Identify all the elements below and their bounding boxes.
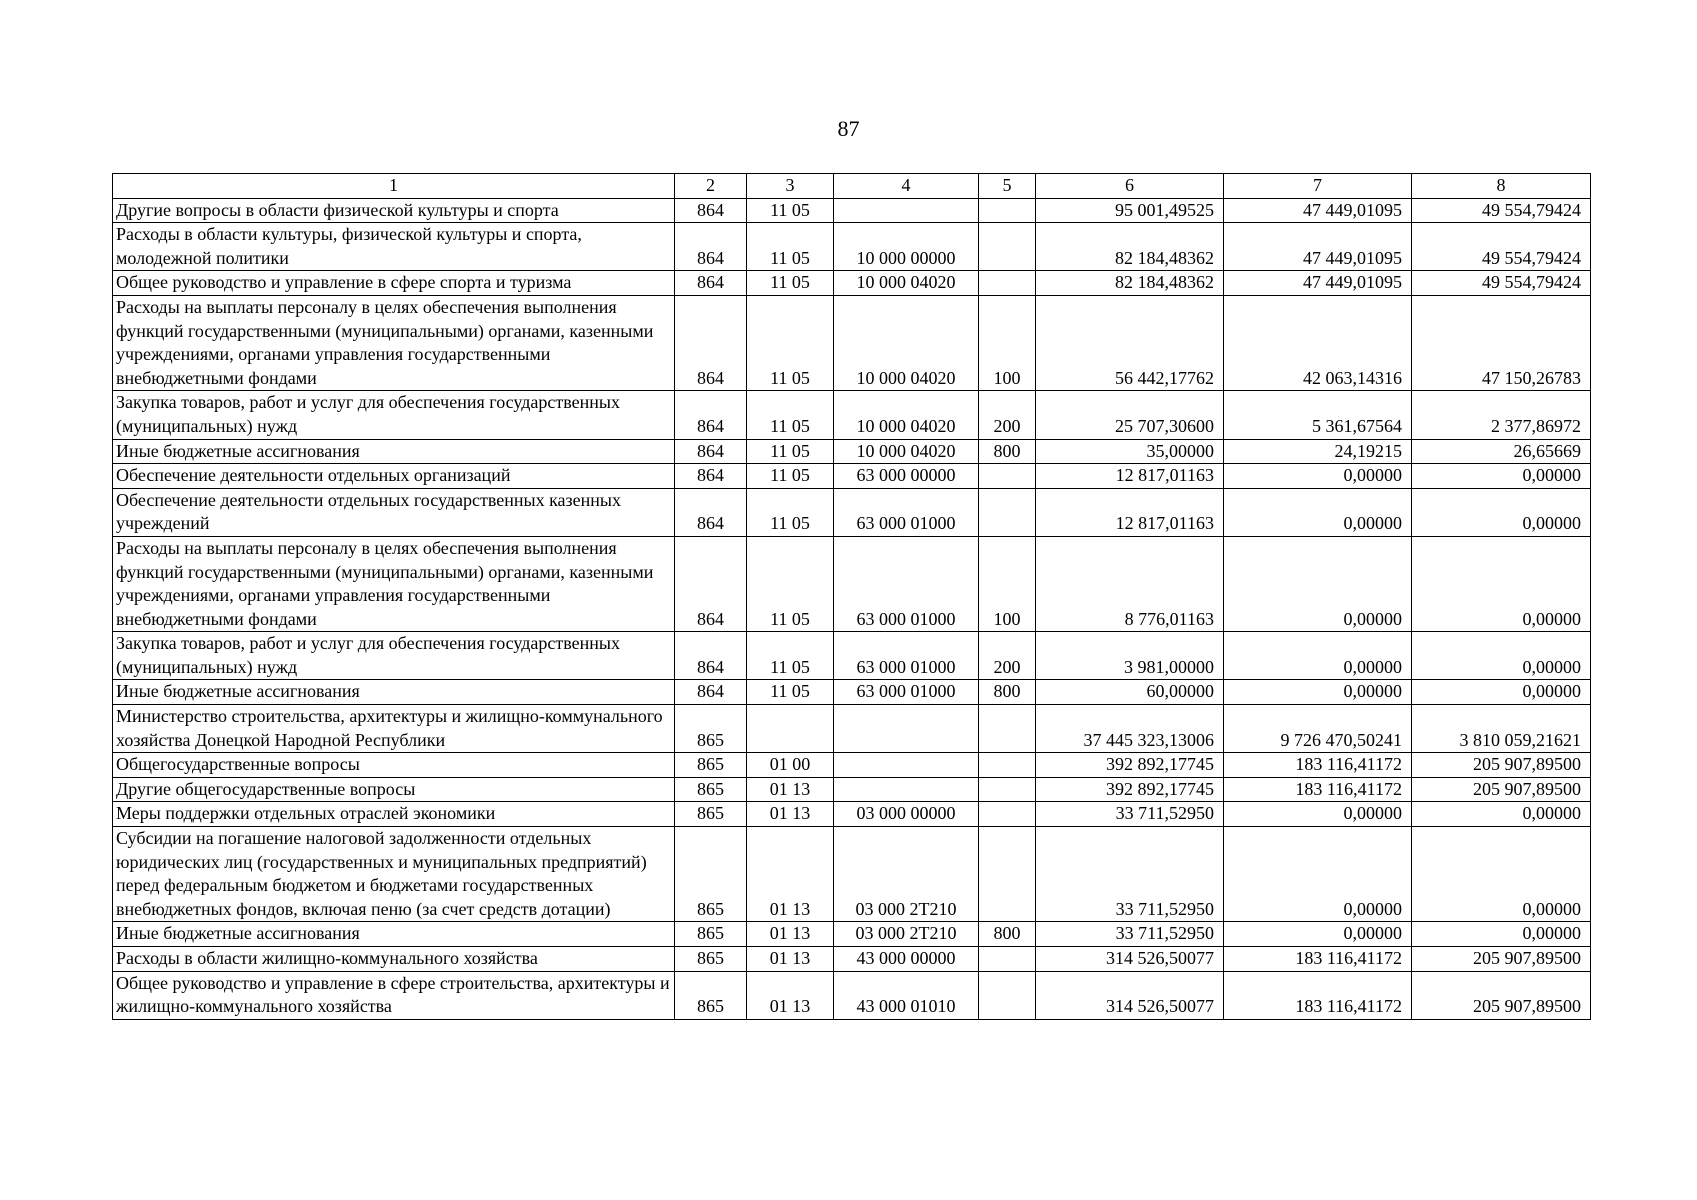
amount-col6-cell: 95 001,49525	[1036, 198, 1224, 223]
amount-col6-cell: 56 442,17762	[1036, 295, 1224, 390]
amount-col8-cell: 0,00000	[1412, 464, 1591, 489]
ministry-code-cell: 865	[675, 705, 747, 753]
amount-col8-cell: 0,00000	[1412, 680, 1591, 705]
expense-type-cell	[979, 827, 1036, 922]
amount-col7-cell: 0,00000	[1224, 632, 1412, 680]
expense-type-cell: 200	[979, 632, 1036, 680]
ministry-code-cell: 864	[675, 632, 747, 680]
expense-name-cell: Общее руководство и управление в сфере строительства, архитектуры и жилищно-коммунального хозяйства	[113, 971, 675, 1019]
header-cell: 2	[675, 174, 747, 199]
amount-col6-cell: 25 707,30600	[1036, 391, 1224, 439]
expense-name-cell: Закупка товаров, работ и услуг для обеспечения государственных (муниципальных) нужд	[113, 632, 675, 680]
expense-name-cell: Обеспечение деятельности отдельных государственных казенных учреждений	[113, 488, 675, 536]
ministry-code-cell: 864	[675, 536, 747, 631]
target-article-cell: 43 000 01010	[834, 971, 979, 1019]
amount-col8-cell: 0,00000	[1412, 488, 1591, 536]
table-row	[113, 464, 1591, 489]
expense-name-cell: Обеспечение деятельности отдельных организаций	[113, 464, 675, 489]
amount-col8-cell: 0,00000	[1412, 922, 1591, 947]
amount-col7-cell: 0,00000	[1224, 922, 1412, 947]
target-article-cell: 63 000 00000	[834, 464, 979, 489]
expense-name-cell: Субсидии на погашение налоговой задолженности отдельных юридических лиц (государственных и муниципальных предприятий) перед федеральным бюджетом и бюджетами государственных внебюджетных фондов, включая пеню (за счет средств дотации)	[113, 827, 675, 922]
section-code-cell: 01 13	[747, 802, 834, 827]
amount-col7-cell: 183 116,41172	[1224, 971, 1412, 1019]
ministry-code-cell: 864	[675, 488, 747, 536]
table-row	[113, 802, 1591, 827]
section-code-cell: 11 05	[747, 680, 834, 705]
expense-type-cell	[979, 223, 1036, 271]
amount-col6-cell: 37 445 323,13006	[1036, 705, 1224, 753]
section-code-cell: 11 05	[747, 198, 834, 223]
header-cell: 7	[1224, 174, 1412, 199]
amount-col7-cell: 5 361,67564	[1224, 391, 1412, 439]
amount-col7-cell: 42 063,14316	[1224, 295, 1412, 390]
amount-col8-cell: 0,00000	[1412, 827, 1591, 922]
expense-type-cell: 100	[979, 536, 1036, 631]
target-article-cell	[834, 777, 979, 802]
expense-type-cell	[979, 198, 1036, 223]
budget-table	[112, 173, 1591, 1020]
amount-col8-cell: 0,00000	[1412, 632, 1591, 680]
ministry-code-cell: 865	[675, 922, 747, 947]
target-article-cell: 63 000 01000	[834, 632, 979, 680]
amount-col8-cell: 49 554,79424	[1412, 223, 1591, 271]
ministry-code-cell: 865	[675, 777, 747, 802]
amount-col8-cell: 205 907,89500	[1412, 947, 1591, 972]
section-code-cell: 11 05	[747, 295, 834, 390]
expense-type-cell	[979, 464, 1036, 489]
expense-name-cell: Иные бюджетные ассигнования	[113, 439, 675, 464]
ministry-code-cell: 864	[675, 439, 747, 464]
header-cell: 4	[834, 174, 979, 199]
table-row	[113, 922, 1591, 947]
expense-name-cell: Расходы в области жилищно-коммунального хозяйства	[113, 947, 675, 972]
amount-col6-cell: 82 184,48362	[1036, 271, 1224, 296]
section-code-cell: 01 13	[747, 971, 834, 1019]
table-row	[113, 295, 1591, 390]
target-article-cell: 10 000 04020	[834, 439, 979, 464]
target-article-cell: 63 000 01000	[834, 536, 979, 631]
header-cell: 3	[747, 174, 834, 199]
ministry-code-cell: 864	[675, 223, 747, 271]
amount-col8-cell: 205 907,89500	[1412, 753, 1591, 778]
table-row	[113, 705, 1591, 753]
target-article-cell	[834, 705, 979, 753]
ministry-code-cell: 865	[675, 947, 747, 972]
section-code-cell: 01 13	[747, 827, 834, 922]
section-code-cell: 01 13	[747, 947, 834, 972]
amount-col7-cell: 24,19215	[1224, 439, 1412, 464]
expense-type-cell: 800	[979, 439, 1036, 464]
ministry-code-cell: 864	[675, 295, 747, 390]
table-row	[113, 271, 1591, 296]
section-code-cell: 11 05	[747, 488, 834, 536]
target-article-cell: 10 000 04020	[834, 391, 979, 439]
target-article-cell: 63 000 01000	[834, 488, 979, 536]
target-article-cell: 10 000 04020	[834, 271, 979, 296]
section-code-cell: 11 05	[747, 464, 834, 489]
expense-type-cell: 800	[979, 680, 1036, 705]
table-row	[113, 680, 1591, 705]
table-row	[113, 827, 1591, 922]
amount-col8-cell: 49 554,79424	[1412, 271, 1591, 296]
section-code-cell: 01 13	[747, 922, 834, 947]
amount-col6-cell: 82 184,48362	[1036, 223, 1224, 271]
amount-col6-cell: 8 776,01163	[1036, 536, 1224, 631]
expense-type-cell	[979, 705, 1036, 753]
expense-type-cell	[979, 753, 1036, 778]
expense-type-cell	[979, 488, 1036, 536]
header-cell: 5	[979, 174, 1036, 199]
amount-col8-cell: 205 907,89500	[1412, 777, 1591, 802]
table-row	[113, 198, 1591, 223]
expense-type-cell: 800	[979, 922, 1036, 947]
amount-col7-cell: 183 116,41172	[1224, 753, 1412, 778]
expense-name-cell: Иные бюджетные ассигнования	[113, 680, 675, 705]
amount-col8-cell: 26,65669	[1412, 439, 1591, 464]
ministry-code-cell: 865	[675, 971, 747, 1019]
table-row	[113, 777, 1591, 802]
amount-col6-cell: 392 892,17745	[1036, 777, 1224, 802]
amount-col7-cell: 47 449,01095	[1224, 223, 1412, 271]
target-article-cell: 03 000 00000	[834, 802, 979, 827]
expense-type-cell	[979, 971, 1036, 1019]
amount-col6-cell: 12 817,01163	[1036, 464, 1224, 489]
amount-col7-cell: 0,00000	[1224, 827, 1412, 922]
table-row	[113, 632, 1591, 680]
section-code-cell: 11 05	[747, 632, 834, 680]
target-article-cell: 03 000 2Т210	[834, 922, 979, 947]
page-number: 87	[837, 116, 860, 141]
table-row	[113, 536, 1591, 631]
amount-col6-cell: 60,00000	[1036, 680, 1224, 705]
expense-name-cell: Общегосударственные вопросы	[113, 753, 675, 778]
table-row	[113, 439, 1591, 464]
expense-name-cell: Расходы на выплаты персоналу в целях обеспечения выполнения функций государственными (муниципальными) органами, казенными учреждениями, органами управления государственными внебюджетными фондами	[113, 536, 675, 631]
target-article-cell	[834, 753, 979, 778]
ministry-code-cell: 865	[675, 802, 747, 827]
ministry-code-cell: 865	[675, 753, 747, 778]
table-row	[113, 971, 1591, 1019]
expense-name-cell: Общее руководство и управление в сфере спорта и туризма	[113, 271, 675, 296]
header-cell: 6	[1036, 174, 1224, 199]
amount-col8-cell: 49 554,79424	[1412, 198, 1591, 223]
expense-type-cell: 200	[979, 391, 1036, 439]
amount-col8-cell: 2 377,86972	[1412, 391, 1591, 439]
amount-col6-cell: 314 526,50077	[1036, 947, 1224, 972]
table-row	[113, 947, 1591, 972]
table-row	[113, 488, 1591, 536]
section-code-cell: 11 05	[747, 271, 834, 296]
amount-col6-cell: 33 711,52950	[1036, 922, 1224, 947]
expense-type-cell	[979, 271, 1036, 296]
amount-col6-cell: 12 817,01163	[1036, 488, 1224, 536]
amount-col7-cell: 0,00000	[1224, 680, 1412, 705]
amount-col6-cell: 33 711,52950	[1036, 802, 1224, 827]
expense-type-cell	[979, 947, 1036, 972]
target-article-cell: 10 000 00000	[834, 223, 979, 271]
target-article-cell: 03 000 2Т210	[834, 827, 979, 922]
ministry-code-cell: 864	[675, 680, 747, 705]
table-row	[113, 223, 1591, 271]
table-row	[113, 753, 1591, 778]
amount-col7-cell: 47 449,01095	[1224, 271, 1412, 296]
amount-col6-cell: 35,00000	[1036, 439, 1224, 464]
expense-name-cell: Расходы на выплаты персоналу в целях обеспечения выполнения функций государственными (муниципальными) органами, казенными учреждениями, органами управления государственными внебюджетными фондами	[113, 295, 675, 390]
amount-col8-cell: 0,00000	[1412, 536, 1591, 631]
header-cell: 8	[1412, 174, 1591, 199]
amount-col8-cell: 0,00000	[1412, 802, 1591, 827]
expense-type-cell	[979, 802, 1036, 827]
amount-col6-cell: 33 711,52950	[1036, 827, 1224, 922]
section-code-cell	[747, 705, 834, 753]
expense-name-cell: Расходы в области культуры, физической культуры и спорта, молодежной политики	[113, 223, 675, 271]
header-row	[113, 174, 1591, 199]
expense-name-cell: Другие общегосударственные вопросы	[113, 777, 675, 802]
header-cell: 1	[113, 174, 675, 199]
expense-type-cell: 100	[979, 295, 1036, 390]
amount-col7-cell: 183 116,41172	[1224, 777, 1412, 802]
expense-name-cell: Меры поддержки отдельных отраслей экономики	[113, 802, 675, 827]
amount-col7-cell: 0,00000	[1224, 536, 1412, 631]
expense-name-cell: Другие вопросы в области физической культуры и спорта	[113, 198, 675, 223]
ministry-code-cell: 864	[675, 464, 747, 489]
amount-col6-cell: 3 981,00000	[1036, 632, 1224, 680]
expense-type-cell	[979, 777, 1036, 802]
amount-col7-cell: 9 726 470,50241	[1224, 705, 1412, 753]
section-code-cell: 01 00	[747, 753, 834, 778]
amount-col7-cell: 0,00000	[1224, 802, 1412, 827]
amount-col8-cell: 3 810 059,21621	[1412, 705, 1591, 753]
amount-col8-cell: 205 907,89500	[1412, 971, 1591, 1019]
target-article-cell	[834, 198, 979, 223]
amount-col8-cell: 47 150,26783	[1412, 295, 1591, 390]
table-row	[113, 391, 1591, 439]
ministry-code-cell: 864	[675, 271, 747, 296]
ministry-code-cell: 864	[675, 198, 747, 223]
target-article-cell: 63 000 01000	[834, 680, 979, 705]
section-code-cell: 01 13	[747, 777, 834, 802]
amount-col6-cell: 392 892,17745	[1036, 753, 1224, 778]
ministry-code-cell: 864	[675, 391, 747, 439]
amount-col7-cell: 47 449,01095	[1224, 198, 1412, 223]
section-code-cell: 11 05	[747, 391, 834, 439]
amount-col7-cell: 0,00000	[1224, 464, 1412, 489]
amount-col7-cell: 183 116,41172	[1224, 947, 1412, 972]
section-code-cell: 11 05	[747, 223, 834, 271]
target-article-cell: 10 000 04020	[834, 295, 979, 390]
expense-name-cell: Закупка товаров, работ и услуг для обеспечения государственных (муниципальных) нужд	[113, 391, 675, 439]
expense-name-cell: Иные бюджетные ассигнования	[113, 922, 675, 947]
section-code-cell: 11 05	[747, 439, 834, 464]
section-code-cell: 11 05	[747, 536, 834, 631]
ministry-code-cell: 865	[675, 827, 747, 922]
table-body	[113, 198, 1591, 1019]
amount-col6-cell: 314 526,50077	[1036, 971, 1224, 1019]
expense-name-cell: Министерство строительства, архитектуры и жилищно-коммунального хозяйства Донецкой Народной Республики	[113, 705, 675, 753]
target-article-cell: 43 000 00000	[834, 947, 979, 972]
amount-col7-cell: 0,00000	[1224, 488, 1412, 536]
